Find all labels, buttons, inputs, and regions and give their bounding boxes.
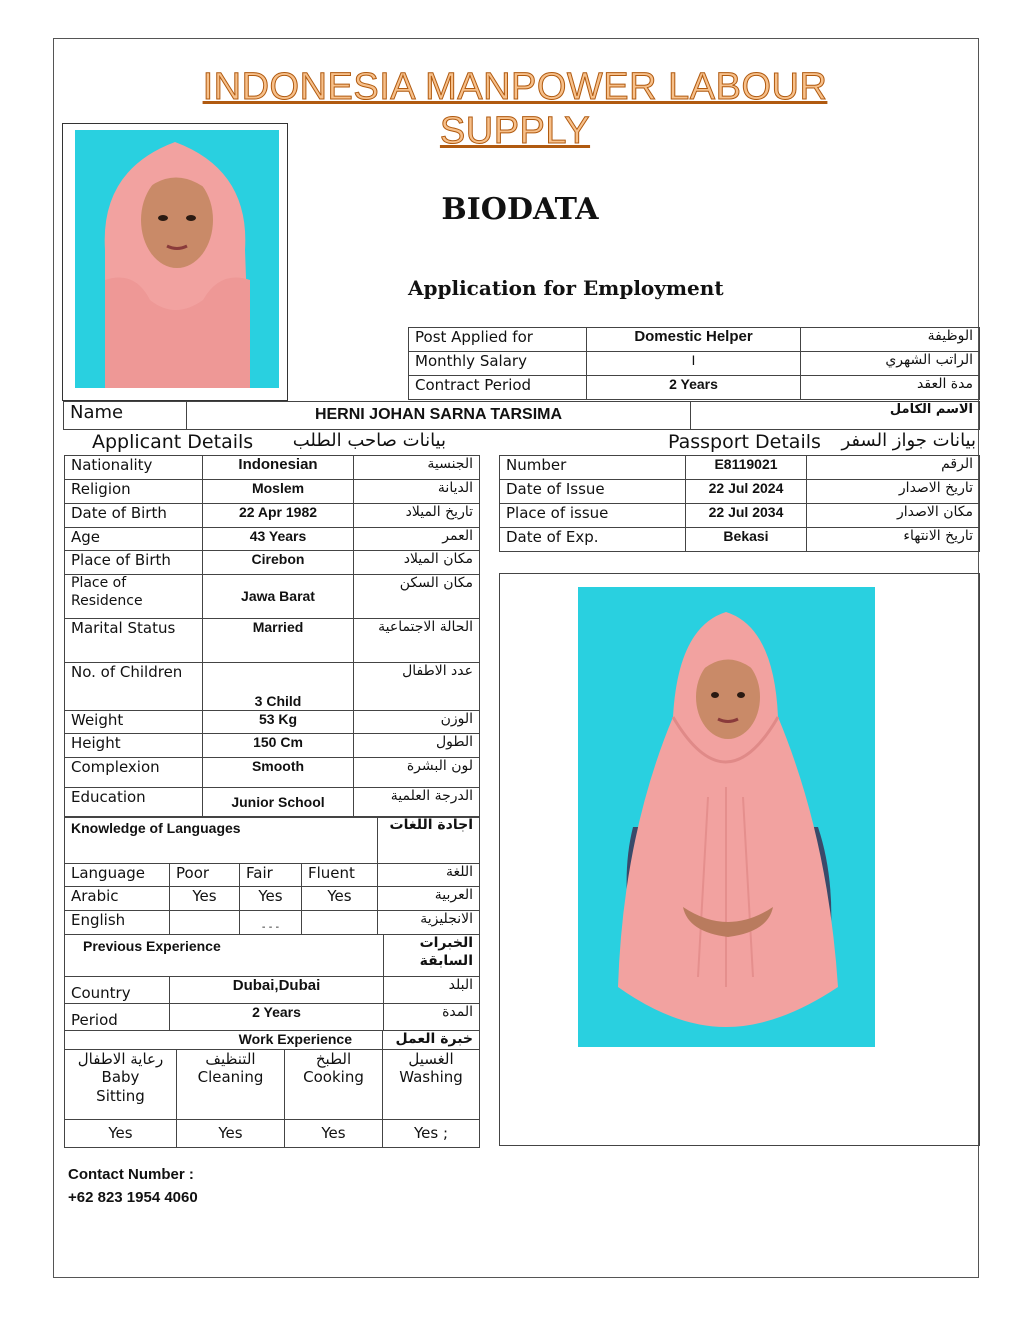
skill-value: Yes ; xyxy=(383,1119,480,1147)
passport-value: Bekasi xyxy=(686,528,807,552)
applicant-value: 22 Apr 1982 xyxy=(203,504,354,528)
applicant-label: Place of Birth xyxy=(65,551,203,575)
languages-title: Knowledge of Languages xyxy=(65,817,378,864)
languages-header-row xyxy=(65,864,480,887)
passport-label: Number xyxy=(500,456,686,480)
job-label: Contract Period xyxy=(409,376,587,400)
applicant-label: Height xyxy=(65,734,203,758)
full-photo-frame xyxy=(499,573,980,1146)
lang-header: Language xyxy=(65,864,170,887)
language-row xyxy=(65,911,480,935)
lang-header: Fluent xyxy=(302,864,378,887)
job-value: Domestic Helper xyxy=(587,328,801,352)
passport-details-heading: Passport Details xyxy=(668,431,821,453)
job-label-ar: الراتب الشهري xyxy=(801,352,980,376)
job-row xyxy=(409,328,980,352)
passport-row xyxy=(500,504,980,528)
applicant-value: Jawa Barat xyxy=(203,575,354,619)
skill-label-ar: التنظيف xyxy=(205,1049,256,1068)
applicant-label: Complexion xyxy=(65,758,203,788)
languages-title-ar: اجادة اللغات xyxy=(378,817,480,864)
applicant-label-ar: تاريخ الميلاد xyxy=(354,504,480,528)
applicant-value: Smooth xyxy=(203,758,354,788)
skill-label: Cooking xyxy=(303,1068,364,1087)
passport-label: Date of Issue xyxy=(500,480,686,504)
applicant-label: No. of Children xyxy=(65,663,203,711)
applicant-label: Date of Birth xyxy=(65,504,203,528)
skill-label-ar: رعاية الاطفال xyxy=(77,1049,164,1068)
applicant-details-heading-ar: بيانات صاحب الطلب xyxy=(292,430,446,451)
applicant-label: Marital Status xyxy=(65,619,203,663)
applicant-row xyxy=(65,528,480,551)
skill-label: Baby Sitting xyxy=(96,1068,145,1105)
applicant-label-ar: عدد الاطفال xyxy=(354,663,480,711)
applicant-value: Indonesian xyxy=(203,456,354,480)
job-row xyxy=(409,376,980,400)
work-skill xyxy=(383,1049,480,1119)
lang-header: Poor xyxy=(170,864,240,887)
applicant-label-ar: الحالة الاجتماعية xyxy=(354,619,480,663)
applicant-row xyxy=(65,619,480,663)
portrait-photo xyxy=(75,130,279,388)
language-level: Yes xyxy=(302,887,378,911)
passport-label: Place of issue xyxy=(500,504,686,528)
applicant-label-ar: لون البشرة xyxy=(354,758,480,788)
language-level: Yes xyxy=(170,887,240,911)
work-table xyxy=(64,1030,480,1148)
applicant-table xyxy=(64,455,480,818)
languages-table xyxy=(64,816,480,935)
applicant-value: 53 Kg xyxy=(203,711,354,734)
applicant-details-heading: Applicant Details xyxy=(92,431,254,453)
applicant-row xyxy=(65,758,480,788)
applicant-value: Junior School xyxy=(203,788,354,818)
applicant-label-ar: مكان الميلاد xyxy=(354,551,480,575)
passport-label-ar: مكان الاصدار xyxy=(807,504,980,528)
experience-value: 2 Years xyxy=(170,1004,384,1031)
contact-number: +62 823 1954 4060 xyxy=(68,1189,198,1206)
name-label-ar: الاسم الكامل xyxy=(691,402,980,430)
experience-table xyxy=(64,934,480,1031)
passport-row xyxy=(500,480,980,504)
job-table xyxy=(408,327,980,400)
job-label: Post Applied for xyxy=(409,328,587,352)
language-level: Yes xyxy=(240,887,302,911)
passport-value: E8119021 xyxy=(686,456,807,480)
skill-value: Yes xyxy=(285,1119,383,1147)
applicant-row xyxy=(65,480,480,504)
biodata-heading: BIODATA xyxy=(441,192,599,227)
lang-header: Fair xyxy=(240,864,302,887)
passport-row xyxy=(500,456,980,480)
work-skill xyxy=(285,1049,383,1119)
portrait-photo-frame xyxy=(62,123,288,401)
applicant-row xyxy=(65,504,480,528)
work-skill xyxy=(65,1049,177,1119)
passport-label-ar: تاريخ الاصدار xyxy=(807,480,980,504)
passport-label-ar: الرقم xyxy=(807,456,980,480)
job-label: Monthly Salary xyxy=(409,352,587,376)
applicant-row xyxy=(65,734,480,758)
applicant-value: 43 Years xyxy=(203,528,354,551)
work-skill xyxy=(177,1049,285,1119)
skill-value: Yes xyxy=(177,1119,285,1147)
applicant-label: Place of Residence xyxy=(65,575,203,619)
experience-title-ar: الخبرات السابقة xyxy=(384,935,480,977)
skill-label-ar: الغسيل xyxy=(408,1049,454,1068)
applicant-value: 150 Cm xyxy=(203,734,354,758)
language-level: - - - xyxy=(240,911,302,935)
passport-row xyxy=(500,528,980,552)
applicant-value: 3 Child xyxy=(203,663,354,711)
job-value: 2 Years xyxy=(587,376,801,400)
experience-title: Previous Experience xyxy=(65,935,384,977)
passport-table xyxy=(499,455,980,552)
applicant-label: Nationality xyxy=(65,456,203,480)
agency-title-line1: INDONESIA MANPOWER LABOUR xyxy=(202,66,828,108)
application-subheading: Application for Employment xyxy=(408,276,724,300)
experience-value: Dubai,Dubai xyxy=(170,977,384,1004)
languages-title-row xyxy=(65,817,480,864)
experience-title-row xyxy=(65,935,480,977)
applicant-row xyxy=(65,575,480,619)
passport-value: 22 Jul 2024 xyxy=(686,480,807,504)
skill-label: Washing xyxy=(399,1068,463,1087)
language-name: Arabic xyxy=(65,887,170,911)
job-label-ar: مدة العقد xyxy=(801,376,980,400)
applicant-value: Moslem xyxy=(203,480,354,504)
skill-value: Yes xyxy=(65,1119,177,1147)
name-table xyxy=(63,401,980,430)
lang-header-ar: اللغة xyxy=(378,864,480,887)
job-value: I xyxy=(587,352,801,376)
contact-label: Contact Number : xyxy=(68,1166,194,1183)
passport-details-heading-ar: بيانات جواز السفر xyxy=(841,430,976,451)
language-name: English xyxy=(65,911,170,935)
contact-block xyxy=(68,1163,198,1209)
applicant-label: Weight xyxy=(65,711,203,734)
applicant-label-ar: مكان السكن xyxy=(354,575,480,619)
experience-label: Period xyxy=(65,1004,170,1031)
full-body-photo xyxy=(578,587,875,1047)
applicant-row xyxy=(65,551,480,575)
applicant-label-ar: الطول xyxy=(354,734,480,758)
language-level xyxy=(302,911,378,935)
applicant-row xyxy=(65,456,480,480)
applicant-label-ar: العمر xyxy=(354,528,480,551)
work-title: Work Experience xyxy=(65,1031,383,1050)
work-skill-row xyxy=(65,1049,480,1119)
passport-label: Date of Exp. xyxy=(500,528,686,552)
name-label: Name xyxy=(64,402,187,430)
applicant-row xyxy=(65,663,480,711)
experience-row xyxy=(65,977,480,1004)
applicant-row xyxy=(65,711,480,734)
job-label-ar: الوظيفة xyxy=(801,328,980,352)
applicant-label: Age xyxy=(65,528,203,551)
applicant-value: Married xyxy=(203,619,354,663)
language-name-ar: الانجليزية xyxy=(378,911,480,935)
work-title-row xyxy=(65,1031,480,1050)
experience-label-ar: المدة xyxy=(384,1004,480,1031)
applicant-label: Education xyxy=(65,788,203,818)
name-value: HERNI JOHAN SARNA TARSIMA xyxy=(187,402,691,430)
skill-label-ar: الطبخ xyxy=(315,1049,352,1068)
applicant-label-ar: الجنسية xyxy=(354,456,480,480)
applicant-value: Cirebon xyxy=(203,551,354,575)
applicant-label-ar: الوزن xyxy=(354,711,480,734)
passport-value: 22 Jul 2034 xyxy=(686,504,807,528)
skill-label: Cleaning xyxy=(197,1068,264,1087)
applicant-row xyxy=(65,788,480,818)
applicant-label-ar: الديانة xyxy=(354,480,480,504)
language-name-ar: العربية xyxy=(378,887,480,911)
experience-label-ar: البلد xyxy=(384,977,480,1004)
experience-label: Country xyxy=(65,977,170,1004)
applicant-label-ar: الدرجة العلمية xyxy=(354,788,480,818)
language-row xyxy=(65,887,480,911)
job-row xyxy=(409,352,980,376)
work-value-row xyxy=(65,1119,480,1147)
passport-label-ar: تاريخ الانتهاء xyxy=(807,528,980,552)
agency-title-line2: SUPPLY xyxy=(439,110,591,152)
work-title-ar: خبرة العمل xyxy=(383,1031,480,1050)
applicant-label: Religion xyxy=(65,480,203,504)
experience-row xyxy=(65,1004,480,1031)
language-level xyxy=(170,911,240,935)
